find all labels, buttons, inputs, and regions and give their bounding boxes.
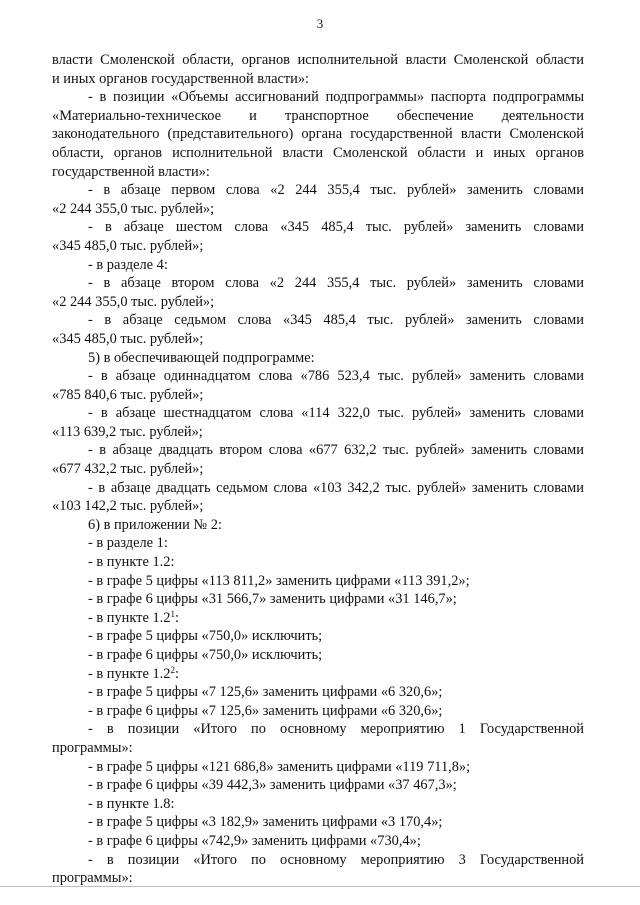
line-text: «Материально-техническое и транспортное обеспечение деятельности: [52, 107, 584, 124]
text-line: [52, 720, 584, 739]
line-text: - в разделе 4:: [88, 256, 168, 273]
text-line: [52, 274, 584, 293]
text-line: [52, 441, 584, 460]
line-text: - в абзаце шестом слова «345 485,4 тыс. рублей» заменить словами: [88, 219, 584, 236]
document-body: [52, 51, 584, 888]
line-text: - в графе 5 цифры «121 686,8» заменить цифрами «119 711,8»;: [88, 758, 471, 775]
line-text: - в графе 5 цифры «113 811,2» заменить цифрами «113 391,2»;: [88, 572, 470, 589]
text-line: [52, 497, 584, 516]
text-line: [52, 218, 584, 237]
line-text-suffix: :: [174, 665, 179, 682]
line-text: «103 142,2 тыс. рублей»;: [52, 498, 204, 515]
text-line: [52, 572, 584, 591]
text-line: [52, 813, 584, 832]
text-line: [52, 330, 584, 349]
text-line: [52, 70, 584, 89]
line-text: - в абзаце шестнадцатом слова «114 322,0 тыс. рублей» заменить словами: [88, 405, 584, 422]
text-line: [52, 200, 584, 219]
line-text: - в абзаце первом слова «2 244 355,4 тыс. рублей» заменить словами: [88, 182, 584, 199]
line-text: - в абзаце втором слова «2 244 355,4 тыс. рублей» заменить словами: [88, 275, 584, 292]
line-text: «785 840,6 тыс. рублей»;: [52, 386, 204, 403]
line-text: «677 432,2 тыс. рублей»;: [52, 461, 204, 478]
text-line: [52, 683, 584, 702]
line-text: - в абзаце седьмом слова «345 485,4 тыс. рублей» заменить словами: [88, 312, 584, 329]
line-text: - в графе 5 цифры «7 125,6» заменить цифрами «6 320,6»;: [88, 684, 443, 701]
line-text: - в разделе 1:: [88, 535, 168, 552]
text-line: [52, 665, 584, 684]
text-line: [52, 51, 584, 70]
text-line: [52, 88, 584, 107]
line-text: программы»:: [52, 739, 133, 756]
line-text: «2 244 355,0 тыс. рублей»;: [52, 293, 215, 310]
text-line: [52, 237, 584, 256]
text-line: [52, 311, 584, 330]
line-text: - в пункте 1.2: [88, 665, 171, 682]
text-line: [52, 534, 584, 553]
text-line: [52, 609, 584, 628]
line-text: - в абзаце двадцать втором слова «677 632,2 тыс. рублей» заменить словами: [88, 442, 584, 459]
line-text: - в пункте 1.8:: [88, 795, 175, 812]
text-line: [52, 367, 584, 386]
superscript: 2: [170, 664, 175, 675]
line-text: - в абзаце двадцать седьмом слова «103 342,2 тыс. рублей» заменить словами: [88, 479, 584, 496]
text-line: [52, 256, 584, 275]
text-line: [52, 107, 584, 126]
text-line: [52, 386, 584, 405]
line-text: «345 485,0 тыс. рублей»;: [52, 330, 204, 347]
text-line: [52, 739, 584, 758]
line-text: 6) в приложении № 2:: [88, 516, 222, 533]
line-text: - в позиции «Объемы ассигнований подпрограммы» паспорта подпрограммы: [88, 89, 584, 106]
line-text: области, органов исполнительной власти Смоленской области и иных органов: [52, 144, 584, 161]
line-text: «113 639,2 тыс. рублей»;: [52, 423, 203, 440]
text-line: [52, 758, 584, 777]
text-line: [52, 869, 584, 888]
line-text: «345 485,0 тыс. рублей»;: [52, 237, 204, 254]
text-line: [52, 627, 584, 646]
line-text: - в графе 5 цифры «750,0» исключить;: [88, 628, 323, 645]
line-text: - в абзаце одиннадцатом слова «786 523,4 тыс. рублей» заменить словами: [88, 368, 584, 385]
line-text: власти Смоленской области, органов исполнительной власти Смоленской области: [52, 52, 584, 68]
line-text: законодательного (представительного) органа государственной власти Смоленской: [52, 126, 584, 143]
text-line: [52, 181, 584, 200]
line-text: программы»:: [52, 870, 133, 887]
line-text: 5) в обеспечивающей подпрограмме:: [88, 349, 315, 366]
line-text: - в графе 6 цифры «31 566,7» заменить цифрами «31 146,7»;: [88, 591, 457, 608]
line-text: - в позиции «Итого по основному мероприятию 1 Государственной: [88, 721, 584, 738]
text-line: [52, 702, 584, 721]
line-text: - в графе 6 цифры «39 442,3» заменить цифрами «37 467,3»;: [88, 777, 457, 794]
text-line: [52, 776, 584, 795]
line-text: - в графе 6 цифры «750,0» исключить;: [88, 647, 323, 663]
line-text: - в позиции «Итого по основному мероприятию 3 Государственной: [88, 851, 584, 868]
text-line: [52, 163, 584, 182]
superscript: 1: [170, 608, 175, 619]
text-line: [52, 590, 584, 609]
page-number: 3: [316, 16, 324, 31]
text-line: [52, 832, 584, 851]
text-line: [52, 404, 584, 423]
line-text: - в пункте 1.2:: [88, 554, 175, 571]
text-line: [52, 125, 584, 144]
line-text: - в графе 6 цифры «7 125,6» заменить цифрами «6 320,6»;: [88, 702, 443, 719]
text-line: [52, 553, 584, 572]
text-line: [52, 795, 584, 814]
line-text: - в графе 6 цифры «742,9» заменить цифрами «730,4»;: [88, 832, 421, 849]
line-text: государственной власти»:: [52, 163, 210, 180]
text-line: [52, 516, 584, 535]
text-line: [52, 349, 584, 368]
line-text: - в графе 5 цифры «3 182,9» заменить цифрами «3 170,4»;: [88, 814, 443, 831]
text-line: [52, 646, 584, 665]
text-line: [52, 423, 584, 442]
text-line: [52, 460, 584, 479]
line-text: и иных органов государственной власти»:: [52, 70, 310, 87]
line-text: «2 244 355,0 тыс. рублей»;: [52, 200, 215, 217]
text-line: [52, 851, 584, 870]
bottom-rule: [0, 886, 640, 887]
text-line: [52, 144, 584, 163]
line-text-suffix: :: [174, 609, 179, 626]
text-line: [52, 293, 584, 312]
text-line: [52, 479, 584, 498]
line-text: - в пункте 1.2: [88, 609, 171, 626]
